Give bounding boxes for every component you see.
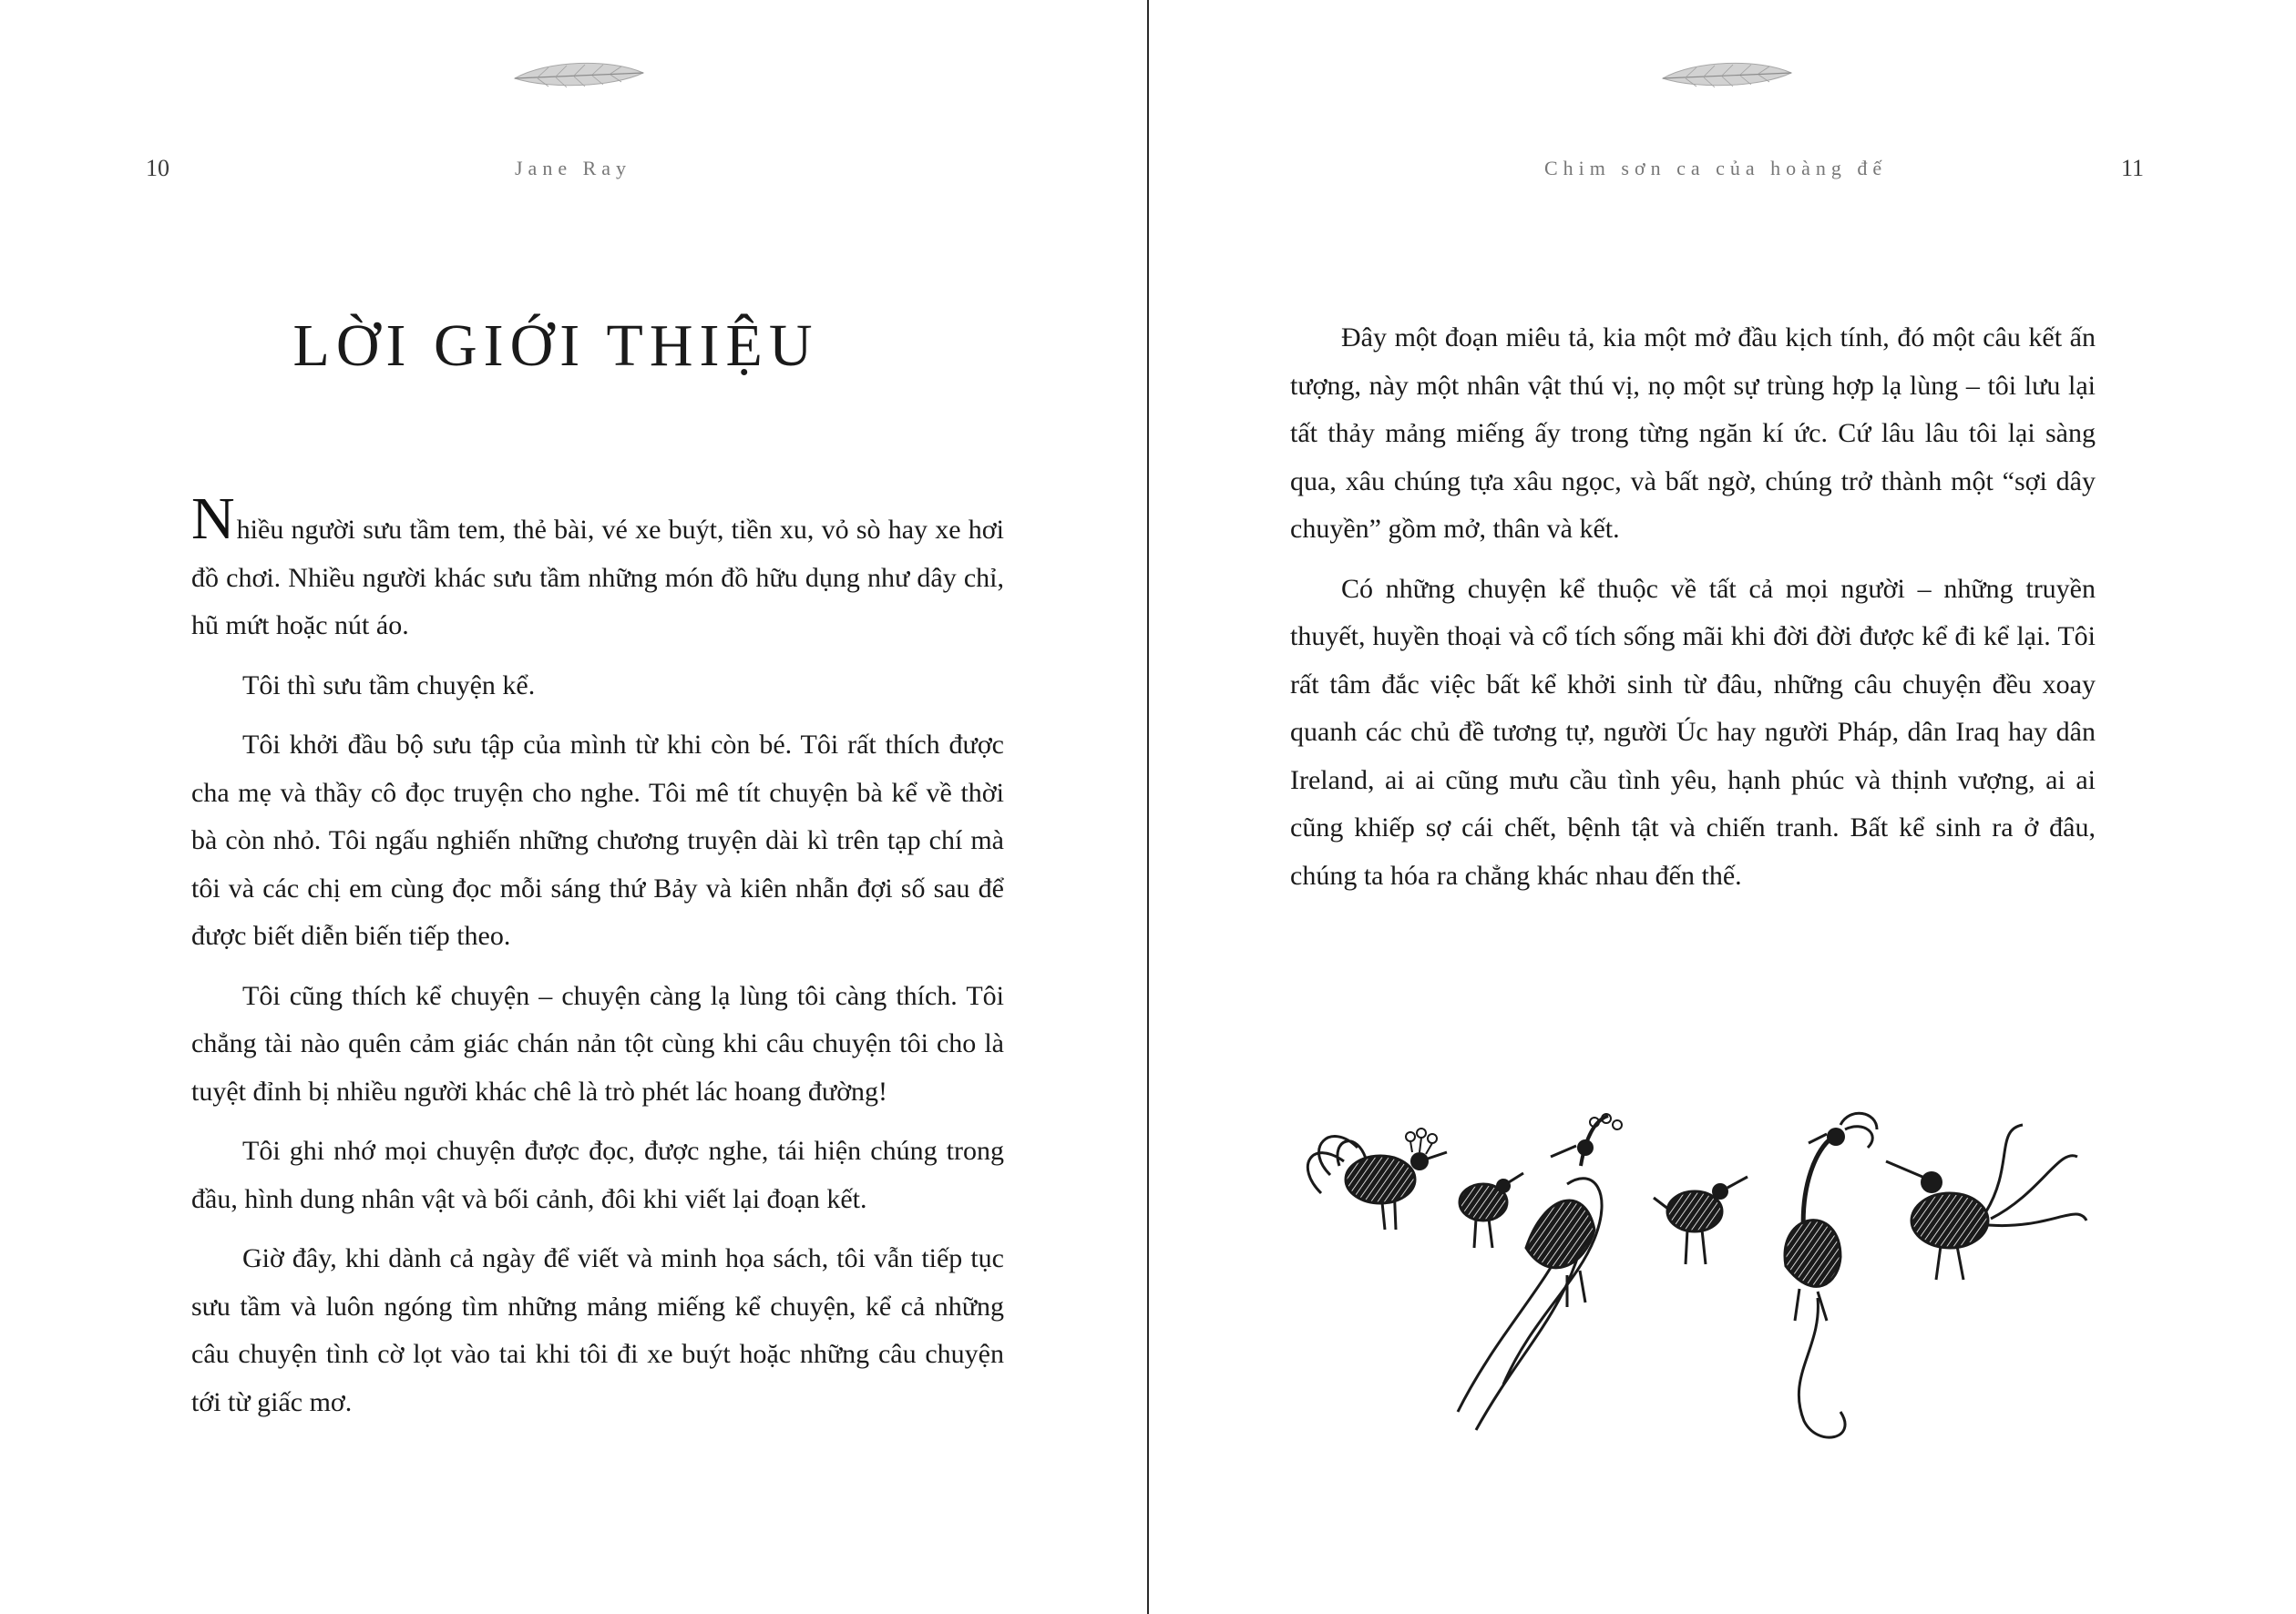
paragraph-2: Tôi thì sưu tầm chuyện kể. [242,669,536,700]
right-page [1148,0,2296,1614]
running-head-author: Jane Ray [515,157,632,179]
intro-text-continued [1290,314,2096,912]
drop-cap: N [191,485,235,552]
paragraph-8: Có những chuyện kể thuộc về tất cả mọi người – những truyền thuyết, huyền thoại và cổ tích sống mãi khi đời đời được kể đi kể lại. Tôi rất tâm đắc việc bất kể khởi sinh từ đâu, những câu chuyện đều xoay quanh các chủ đề tương tự, người Úc hay người Pháp, dân Iraq hay dân Ireland, ai ai cũng mưu cầu tình yêu, hạnh phúc và thịnh vượng, ai ai cũng khiếp sợ cái chết, bệnh tật và chiến tranh. Bất kể sinh ra ở đâu, chúng ta hóa ra chẳng khác nhau đến thế. [1290,573,2096,891]
paragraph-5: Tôi ghi nhớ mọi chuyện được đọc, được nghe, tái hiện chúng trong đầu, hình dung nhân vật và bối cảnh, đôi khi viết lại đoạn kết. [191,1136,1004,1214]
intro-text [191,485,1004,1438]
paragraph-3: Tôi khởi đầu bộ sưu tập của mình từ khi còn bé. Tôi rất thích được cha mẹ và thầy cô đọc truyện cho nghe. Tôi mê tít chuyện bà kể về thời bà còn nhỏ. Tôi ngấu nghiến những chương truyện dài kì trên tạp chí mà tôi và các chị em cùng đọc mỗi sáng thứ Bảy và kiên nhẫn đợi số sau để được biết diễn biến tiếp theo. [191,730,1004,951]
birds-illustration-icon [1294,1111,2096,1476]
paragraph-7: Đây một đoạn miêu tả, kia một mở đầu kịch tính, đó một câu kết ấn tượng, này một nhân vật thú vị, nọ một sự trùng hợp lạ lùng – tôi lưu lại tất thảy mảng miếng ấy trong từng ngăn kí ức. Cứ lâu lâu tôi lại sàng qua, xâu chúng tựa xâu ngọc, và bất ngờ, chúng trở thành một “sợi dây chuyền” gồm mở, thân và kết. [1290,322,2096,544]
paragraph-1 [191,485,1004,650]
running-head-book-title: Chim sơn ca của hoàng đế [1544,157,1888,179]
page-number: 11 [2121,155,2145,181]
feather-ornament-icon [1658,56,1795,93]
paragraph-6: Giờ đây, khi dành cả ngày để viết và minh họa sách, tôi vẫn tiếp tục sưu tầm và luôn ngóng tìm những mảng miếng kể chuyện, kể cả những câu chuyện tình cờ lọt vào tai khi tôi đi xe buýt hoặc những câu chuyện tới từ giấc mơ. [191,1243,1004,1417]
paragraph-1-text: hiều người sưu tầm tem, thẻ bài, vé xe buýt, tiền xu, vỏ sò hay xe hơi đồ chơi. Nhiều người khác sưu tầm những món đồ hữu dụng như dây chỉ, hũ mứt hoặc nút áo. [191,515,1004,640]
paragraph-4: Tôi cũng thích kể chuyện – chuyện càng lạ lùng tôi càng thích. Tôi chẳng tài nào quên cảm giác chán nản tột cùng khi câu chuyện tôi cho là tuyệt đỉnh bị nhiều người khác chê là trò phét lác hoang đường! [191,980,1004,1107]
page-number: 10 [146,155,169,181]
feather-ornament-icon [510,56,647,93]
chapter-title: LỜI GIỚI THIỆU [292,312,819,379]
